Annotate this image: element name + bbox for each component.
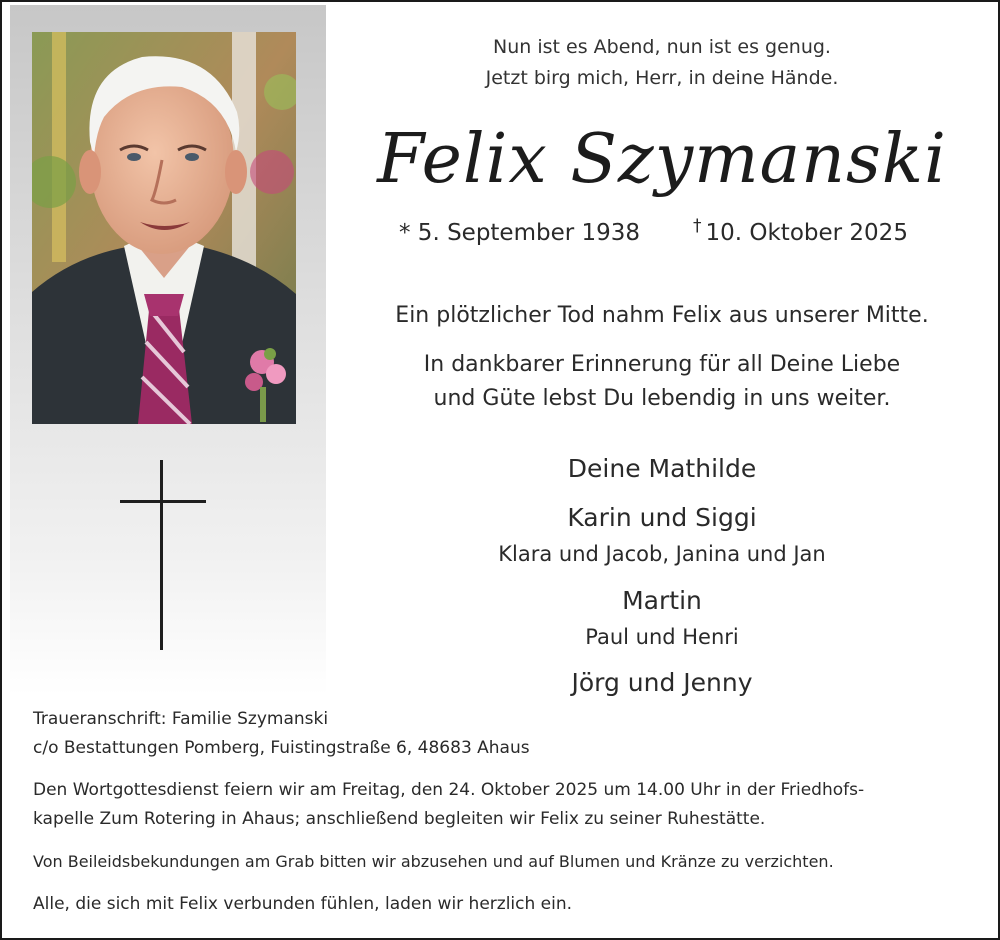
invitation-note: Alle, die sich mit Felix verbunden fühlen, laden wir herzlich ein. (33, 894, 573, 914)
message-line-2: In dankbarer Erinnerung für all Deine Liebe (423, 352, 901, 377)
family-line-6: Jörg und Jenny (571, 668, 753, 697)
address-line-1: Traueranschrift: Familie Szymanski (33, 709, 329, 729)
quote-line-1: Nun ist es Abend, nun ist es genug. (493, 36, 831, 58)
deceased-name: Felix Szymanski (377, 120, 947, 199)
family-line-2: Karin und Siggi (567, 503, 757, 532)
family-line-1: Deine Mathilde (567, 454, 757, 483)
quote-line-2: Jetzt birg mich, Herr, in deine Hände. (485, 67, 839, 89)
family-line-3: Klara und Jacob, Janina und Jan (498, 542, 826, 566)
address-line-2: c/o Bestattungen Pomberg, Fuistingstraße 6, 48683 Ahaus (33, 738, 530, 758)
portrait-photo (32, 32, 296, 424)
death-date: 10. Oktober 2025 (705, 220, 908, 246)
life-dates (337, 216, 987, 256)
death-date-group (693, 216, 908, 246)
cross-symbol (120, 460, 206, 650)
message-block (337, 348, 987, 416)
message-line-3: und Güte lebst Du lebendig in uns weiter. (433, 386, 891, 411)
dagger-icon: † (693, 216, 702, 236)
condolence-note: Von Beileidsbekundungen am Grab bitten wir abzusehen und auf Blumen und Kränze zu verzichten. (33, 852, 834, 871)
service-info (33, 776, 864, 834)
message-line-1: Ein plötzlicher Tod nahm Felix aus unserer Mitte. (395, 303, 929, 328)
quote-block (337, 32, 987, 94)
mourning-address (33, 705, 530, 763)
family-line-5: Paul und Henri (585, 625, 739, 649)
service-line-1: Den Wortgottesdienst feiern wir am Freitag, den 24. Oktober 2025 um 14.00 Uhr in der Friedhofs- (33, 780, 865, 800)
service-line-2: kapelle Zum Rotering in Ahaus; anschließend begleiten wir Felix zu seiner Ruhestätte. (33, 809, 766, 829)
family-line-4: Martin (622, 586, 702, 615)
birth-date: * 5. September 1938 (399, 220, 641, 246)
